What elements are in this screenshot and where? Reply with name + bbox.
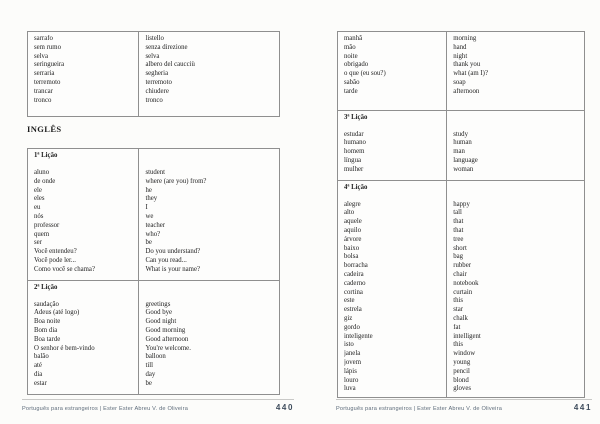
- vocab-term: ser: [34, 239, 42, 247]
- vocab-translation: bag: [453, 253, 464, 261]
- lesson-title: 3ª Lição: [344, 113, 368, 121]
- lesson-title: 2ª Lição: [34, 283, 58, 291]
- vocab-term: Como você se chama?: [34, 265, 95, 273]
- vocab-term: estrela: [344, 306, 362, 314]
- vocab-term: nós: [34, 212, 44, 220]
- lesson-section: [338, 32, 584, 110]
- vocab-term: giz: [344, 314, 353, 322]
- vocab-translation: language: [453, 156, 478, 164]
- vocab-term: bolsa: [344, 253, 359, 261]
- vocab-translation: notebook: [453, 279, 479, 287]
- vocab-translation: chalk: [453, 314, 468, 322]
- vocab-term: Você entendeu?: [34, 248, 77, 256]
- lesson-section: [338, 180, 584, 398]
- vocab-translation: woman: [453, 165, 474, 173]
- vocab-term: luva: [344, 385, 356, 393]
- vocab-translation: greetings: [145, 300, 171, 308]
- vocab-term: aquilo: [344, 226, 361, 234]
- vocab-term: borracha: [344, 262, 368, 270]
- vocab-translation: short: [453, 244, 467, 252]
- vocab-translation: curtain: [453, 288, 473, 296]
- vocab-translation: chair: [453, 270, 467, 278]
- vocab-translation: chiudere: [145, 87, 169, 95]
- vocab-term: saudação: [34, 300, 59, 308]
- lesson-section: [28, 280, 279, 394]
- vocab-term: tronco: [34, 96, 52, 104]
- vocab-translation: student: [145, 169, 166, 176]
- vocab-term: Bom dia: [34, 326, 58, 334]
- vocab-translation: thank you: [453, 61, 481, 69]
- vocab-term: caderno: [344, 279, 366, 287]
- vocab-translation: what (am I)?: [453, 70, 488, 78]
- vocab-term: gordo: [344, 323, 360, 331]
- lesson-section: [28, 149, 279, 280]
- vocab-translation: rubber: [453, 262, 471, 270]
- vocab-translation: this: [453, 341, 464, 349]
- vocab-translation: be: [145, 379, 152, 387]
- vocab-term: cortina: [344, 288, 363, 296]
- vocab-term: alto: [344, 209, 355, 217]
- vocab-term: obrigado: [344, 61, 369, 69]
- vocab-translation: he: [145, 186, 152, 194]
- footer-book-title: Português para estrangeiros | Ester Ester Abreu V. de Oliveira: [336, 406, 503, 412]
- vocab-term: serraria: [34, 70, 55, 78]
- vocab-term: aquele: [344, 218, 362, 226]
- english-vocab-table-right: [337, 31, 585, 398]
- vocab-term: dia: [34, 370, 43, 378]
- vocab-translation: albero del caucciù: [145, 61, 195, 69]
- lesson-section: [28, 32, 279, 116]
- vocab-term: baixo: [344, 244, 360, 252]
- vocab-term: inteligente: [344, 332, 373, 340]
- vocab-term: isto: [344, 341, 354, 349]
- vocab-term: seringueira: [34, 61, 65, 69]
- vocab-translation: What is your name?: [145, 265, 200, 273]
- vocab-translation: tronco: [145, 96, 163, 104]
- vocab-term: louro: [344, 376, 359, 384]
- vocab-translation: young: [453, 358, 471, 366]
- lesson-section: [338, 110, 584, 180]
- vocab-term: Boa tarde: [34, 335, 61, 343]
- vocab-translation: tree: [453, 235, 464, 243]
- vocab-translation: that: [453, 218, 464, 226]
- vocab-translation: man: [453, 148, 465, 156]
- vocab-translation: segheria: [145, 70, 169, 78]
- vocab-translation: Do you understand?: [145, 248, 201, 256]
- vocab-term: trancar: [34, 87, 53, 95]
- vocab-translation: morning: [453, 35, 477, 42]
- vocab-translation: study: [453, 130, 468, 138]
- vocab-term: mão: [344, 43, 356, 51]
- vocab-translation: night: [453, 52, 468, 60]
- vocab-term: tarde: [344, 87, 358, 95]
- vocab-translation: fat: [453, 323, 461, 331]
- vocab-term: eles: [34, 195, 45, 203]
- vocab-translation: they: [145, 195, 158, 203]
- vocab-translation: blond: [453, 376, 469, 384]
- vocab-term: manhã: [344, 35, 363, 42]
- vocab-translation: intelligent: [453, 332, 481, 340]
- vocab-translation: You're welcome.: [145, 344, 191, 352]
- footer-page-number: 441: [573, 403, 592, 412]
- vocab-term: terremoto: [34, 78, 61, 86]
- lesson-title: 1ª Lição: [34, 152, 58, 159]
- language-heading: INGLÊS: [27, 124, 62, 134]
- vocab-translation: listello: [145, 35, 164, 42]
- vocab-term: mulher: [344, 165, 364, 173]
- vocab-term: árvore: [344, 235, 362, 243]
- vocab-translation: I: [145, 204, 148, 212]
- vocab-translation: hand: [453, 43, 467, 51]
- vocab-translation: Good morning: [145, 326, 186, 334]
- vocab-translation: Can you read...: [145, 256, 187, 264]
- vocab-term: ele: [34, 186, 42, 194]
- vocab-term: até: [34, 362, 42, 370]
- vocab-translation: soap: [453, 78, 466, 86]
- lesson-title: 4ª Lição: [344, 183, 368, 191]
- vocab-term: professor: [34, 221, 60, 229]
- vocab-translation: window: [453, 350, 476, 358]
- vocab-translation: senza direzione: [145, 43, 188, 51]
- vocab-term: lápis: [344, 367, 357, 375]
- vocab-term: O senhor é bem-vindo: [34, 344, 95, 352]
- vocab-term: selva: [34, 52, 48, 60]
- vocab-term: noite: [344, 52, 358, 60]
- vocab-translation: Good bye: [145, 309, 173, 317]
- vocab-translation: who?: [145, 230, 161, 238]
- vocab-translation: gloves: [453, 385, 471, 393]
- vocab-term: balão: [34, 353, 49, 361]
- vocab-term: o que (eu sou?): [344, 70, 386, 78]
- vocab-translation: this: [453, 297, 464, 305]
- footer-right: [336, 399, 592, 412]
- vocab-term: homem: [344, 148, 365, 156]
- vocab-term: janela: [344, 350, 361, 358]
- page-right: [300, 0, 600, 424]
- vocab-term: sabão: [344, 78, 360, 86]
- vocab-translation: where (are you) from?: [145, 177, 207, 185]
- footer-page-number: 440: [275, 403, 294, 412]
- vocab-translation: we: [145, 212, 154, 220]
- vocab-term: língua: [344, 156, 361, 164]
- vocab-term: quem: [34, 230, 50, 238]
- vocab-translation: till: [145, 362, 153, 370]
- vocab-term: eu: [34, 204, 41, 212]
- vocab-translation: afternoon: [453, 87, 480, 95]
- vocab-translation: happy: [453, 200, 470, 208]
- vocab-translation: Good afternoon: [145, 335, 189, 343]
- vocab-term: jovem: [344, 358, 361, 366]
- vocab-term: Boa noite: [34, 318, 61, 326]
- vocab-translation: teacher: [145, 221, 166, 229]
- vocab-term: Adeus (até logo): [34, 309, 80, 317]
- vocab-translation: selva: [145, 52, 160, 60]
- vocab-term: sarrafo: [34, 35, 53, 42]
- vocab-term: aluno: [34, 169, 50, 176]
- vocab-translation: day: [145, 370, 156, 378]
- footer-book-title: Português para estrangeiros | Ester Ester Abreu V. de Oliveira: [22, 406, 189, 412]
- vocab-term: sem rumo: [34, 43, 61, 51]
- vocab-term: Você pode ler...: [34, 256, 76, 264]
- vocab-term: cadeira: [344, 270, 364, 278]
- english-vocab-table-left: [27, 148, 280, 395]
- footer-left: [22, 399, 294, 412]
- vocab-translation: terremoto: [145, 78, 172, 86]
- vocab-translation: that: [453, 226, 464, 234]
- italian-vocab-table: [27, 31, 280, 117]
- vocab-translation: be: [145, 239, 152, 247]
- vocab-translation: human: [453, 139, 472, 147]
- vocab-term: estar: [34, 379, 47, 387]
- vocab-term: alegre: [344, 200, 361, 208]
- vocab-translation: Good night: [145, 318, 177, 326]
- vocab-translation: pencil: [453, 367, 470, 375]
- vocab-term: humano: [344, 139, 366, 147]
- vocab-translation: tall: [453, 209, 462, 217]
- vocab-term: estudar: [344, 130, 364, 138]
- vocab-term: de onde: [34, 177, 56, 185]
- vocab-term: este: [344, 297, 355, 305]
- vocab-translation: balloon: [145, 353, 166, 361]
- vocab-translation: star: [453, 306, 464, 314]
